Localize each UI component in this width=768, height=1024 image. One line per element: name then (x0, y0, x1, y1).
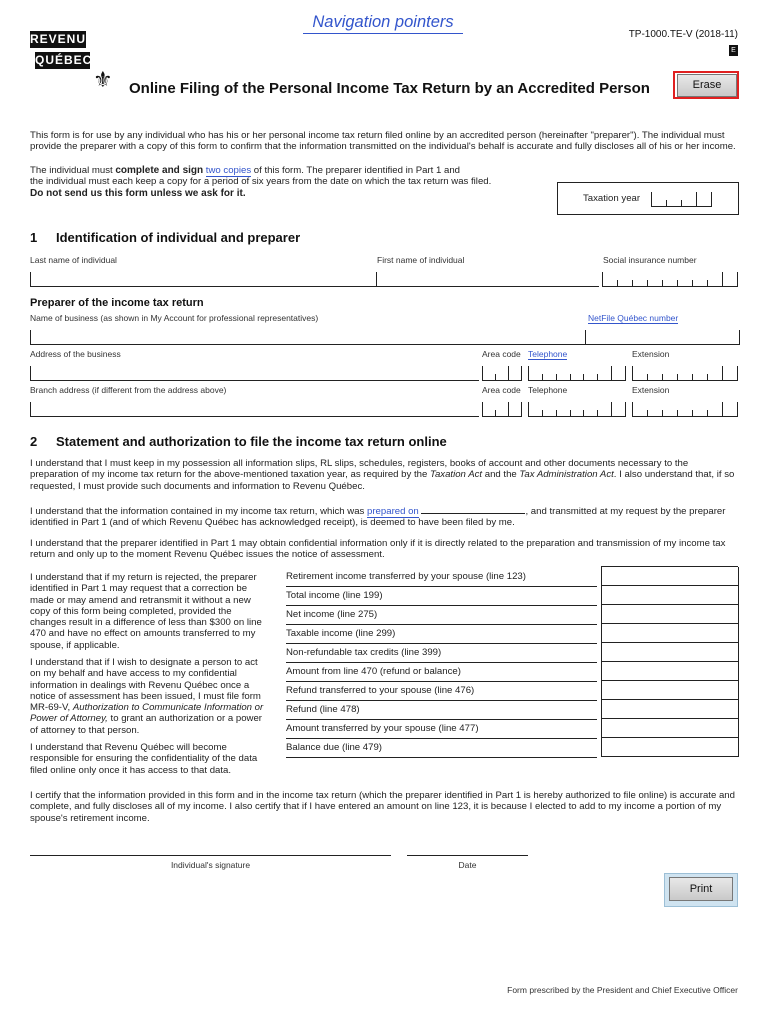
part-1-title: Identification of individual and preparer (56, 230, 301, 245)
business-name-input[interactable] (30, 330, 586, 345)
first-name-label: First name of individual (377, 255, 465, 265)
signature-label: Individual's signature (170, 860, 251, 870)
first-name-input[interactable] (376, 272, 599, 287)
page-title: Online Filing of the Personal Income Tax Return by an Accredited Person (129, 80, 650, 97)
telephone-input-2[interactable] (528, 402, 626, 417)
erase-button[interactable]: Erase (677, 74, 737, 97)
amount-row-label: Taxable income (line 299) (286, 625, 597, 644)
print-button[interactable]: Print (669, 877, 733, 901)
amount-row-input[interactable] (601, 567, 739, 586)
fleur-de-lis-icon: ⚜ (93, 67, 113, 92)
two-copies-link[interactable]: two copies (205, 165, 252, 176)
footer-text: Form prescribed by the President and Chief Executive Officer (507, 985, 738, 995)
p5-b: to grant an authorization or a power of attorney to that person. (30, 713, 262, 736)
logo-line-1: REVENU (30, 32, 87, 46)
branch-address-input[interactable] (30, 402, 479, 417)
area-code-input[interactable] (482, 366, 522, 381)
address-label: Address of the business (30, 349, 121, 359)
business-address-input[interactable] (30, 366, 479, 381)
part-1-number: 1 (30, 230, 38, 245)
part-2-paragraph-4: I understand that if my return is rejected, the preparer identified in Part 1 may request that a correction be made or may amend and retransmit it without a new copy of this form being completed, provided the changes result in a difference of less than $300 on line 470 and have no effect on amounts transferred to my spouse, if applicable. (30, 572, 262, 651)
amount-row-label: Total income (line 199) (286, 587, 597, 606)
amount-row-input[interactable] (601, 624, 739, 643)
p1-a: I understand that I must keep in my possession all information slips, RL slips, schedules, registers, books of account and other documents necessary to the preparation of my income tax return for the above-mentioned taxation year, as required by the (30, 458, 689, 481)
prepared-on-input[interactable] (421, 504, 525, 514)
sin-input[interactable] (602, 272, 738, 287)
intro-p2-a: The individual must (30, 165, 116, 176)
amount-row-input[interactable] (601, 586, 739, 605)
amount-row-label: Balance due (line 479) (286, 739, 597, 758)
intro-p2-b: of this form. The preparer identified in Part 1 and (251, 165, 460, 176)
branch-address-label: Branch address (if different from the address above) (30, 385, 227, 395)
language-badge: E (729, 45, 738, 56)
taxation-year-field[interactable] (651, 192, 712, 207)
intro-paragraph-2 (30, 165, 550, 199)
extension-input-2[interactable] (632, 402, 738, 417)
amount-row-input[interactable] (601, 738, 739, 757)
amount-row-input[interactable] (601, 700, 739, 719)
prepared-on-link[interactable]: prepared on (367, 506, 419, 517)
part-2-title: Statement and authorization to file the income tax return online (56, 434, 447, 449)
p1-italic-1: Taxation Act (429, 469, 483, 481)
amount-row-label: Retirement income transferred by your spouse (line 123) (286, 568, 597, 587)
p1-italic-2: Tax Administration Act (519, 469, 614, 481)
extension-input[interactable] (632, 366, 738, 381)
extension-label-2: Extension (632, 385, 670, 395)
amount-row-label: Refund (line 478) (286, 701, 597, 720)
preparer-heading: Preparer of the income tax return (30, 297, 204, 309)
netfile-number-link[interactable]: NetFile Québec number (588, 313, 679, 323)
part-2-number: 2 (30, 434, 38, 449)
part-2-paragraph-3: I understand that the preparer identified in Part 1 may obtain confidential information only if it is directly related to the preparation and transmission of my income tax return and only up to the moment Revenu Québec issues the notice of assessment. (30, 538, 726, 561)
area-code-label-2: Area code (482, 385, 521, 395)
area-code-label: Area code (482, 349, 521, 359)
last-name-input[interactable] (30, 272, 377, 287)
intro-paragraph-1: This form is for use by any individual who has his or her personal income tax return filed online by an accredited person (hereinafter "preparer"). The individual must provide the preparer with a copy of this form to confirm that the information transmitted on the individual's behalf is accurate and fully discloses all of his or her income. (30, 130, 736, 153)
p1-mid: and the (482, 469, 520, 481)
amount-row-input[interactable] (601, 681, 739, 700)
p5-a: I understand that if I wish to designate a person to act on my behalf and have access to my confidential information in dealings with Revenu Québec once a notice of assessment has been issued, I must file form MR-69-V, (30, 657, 261, 714)
p1-b: . I also understand that, if so requested, I must provide such documents and information to Revenu Québec. (30, 469, 735, 492)
signature-input[interactable] (30, 855, 391, 856)
form-code: TP-1000.TE-V (2018-11) (628, 29, 738, 40)
amount-row-input[interactable] (601, 719, 739, 738)
amount-row-input[interactable] (601, 643, 739, 662)
extension-label: Extension (632, 349, 670, 359)
telephone-input[interactable] (528, 366, 626, 381)
netfile-number-input[interactable] (585, 330, 740, 345)
date-input[interactable] (407, 855, 528, 856)
part-2-paragraph-6: I understand that Revenu Québec will become responsible for ensuring the confidentiality of the data filed online only once it has access to that data. (30, 742, 258, 776)
date-label: Date (458, 860, 477, 870)
intro-p2-c: the individual must each keep a copy for a period of six years from the date on which the tax return was filed. (30, 176, 492, 188)
amount-row-input[interactable] (601, 662, 739, 681)
part-2-paragraph-2 (30, 504, 738, 529)
revenu-quebec-logo (30, 31, 114, 101)
amount-row-label: Amount transferred by your spouse (line 477) (286, 720, 597, 739)
area-code-input-2[interactable] (482, 402, 522, 417)
sin-label: Social insurance number (603, 255, 697, 265)
p2-b: , and transmitted at my request by the preparer (525, 506, 726, 517)
p5-italic: Authorization to Communicate Information or Power of Attorney, (30, 702, 264, 725)
part-2-paragraph-1 (30, 458, 738, 492)
business-name-label: Name of business (as shown in My Account for professional representatives) (30, 313, 319, 323)
amount-row-label: Refund transferred to your spouse (line 476) (286, 682, 597, 701)
telephone-link[interactable]: Telephone (528, 349, 568, 359)
taxation-year-label: Taxation year (583, 193, 641, 204)
certification-paragraph: I certify that the information provided in this form and in the income tax return (which the preparer identified in Part 1 is hereby authorized to file online) is accurate and complete, and fully discloses all of my income. I also certify that if I have entered an amount on line 123, it is because I elected to add to my income a portion of my spouse's retirement income. (30, 790, 735, 824)
intro-p2-strong: Do not send us this form unless we ask for it. (30, 187, 246, 199)
last-name-label: Last name of individual (30, 255, 117, 265)
part-2-paragraph-5 (30, 657, 266, 736)
amount-row-label: Net income (line 275) (286, 606, 597, 625)
telephone-label-2: Telephone (528, 385, 568, 395)
p2-a: I understand that the information contained in my income tax return, which was (30, 506, 368, 517)
intro-p2-bold: complete and sign (115, 165, 204, 176)
p2-c: identified in Part 1 (and of which Revenu Québec has acknowledged receipt), is deemed to have been filed by me. (30, 517, 515, 529)
amount-row-label: Amount from line 470 (refund or balance) (286, 663, 597, 682)
logo-line-2: QUÉBEC (35, 53, 93, 67)
amount-row-label: Non-refundable tax credits (line 399) (286, 644, 597, 663)
navigation-pointers-link[interactable]: Navigation pointers (303, 13, 463, 34)
amount-row-input[interactable] (601, 605, 739, 624)
